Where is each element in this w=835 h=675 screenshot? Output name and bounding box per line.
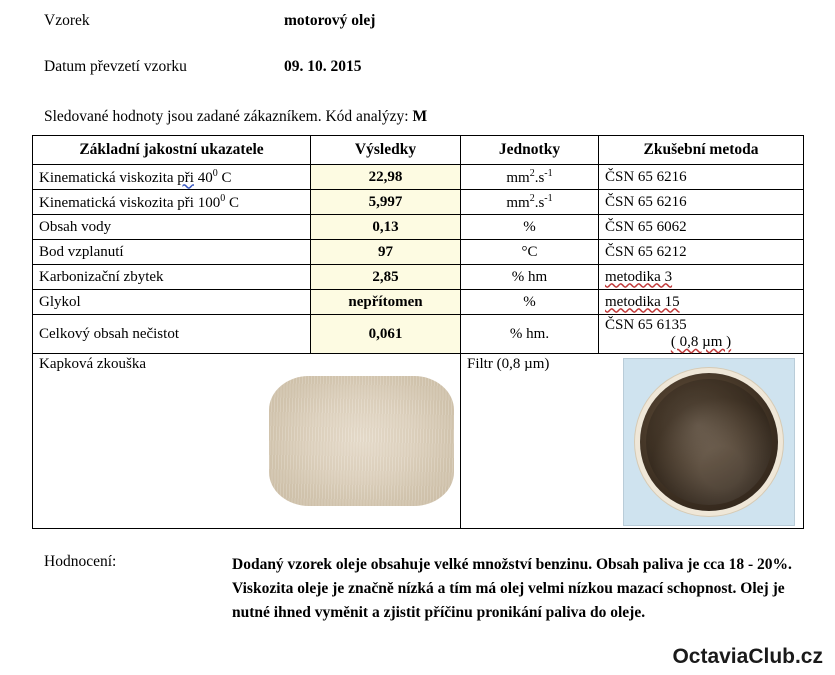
row-name-text: Kinematická viskozita při 100 (39, 194, 221, 211)
row-unit: % hm. (461, 315, 599, 354)
filter-label: Filtr (0,8 µm) (467, 356, 550, 372)
row-unit-main: mm (506, 169, 530, 186)
evaluation-label: Hodnocení: (44, 553, 117, 570)
row-method: ČSN 65 6212 (599, 240, 804, 265)
row-unit: °C (461, 240, 599, 265)
analysis-note (44, 108, 835, 126)
row-name-flagged-word: při (177, 169, 194, 186)
row-unit (461, 165, 599, 190)
row-unit: % hm (461, 265, 599, 290)
row-value: 97 (311, 240, 461, 265)
row-value: 22,98 (311, 165, 461, 190)
sample-value: motorový olej (284, 12, 376, 29)
row-value: 2,85 (311, 265, 461, 290)
table-row (33, 315, 804, 354)
row-unit-mid: .s (534, 194, 545, 211)
table-header-row (33, 136, 804, 165)
row-value: 5,997 (311, 190, 461, 215)
date-value: 09. 10. 2015 (284, 58, 362, 75)
row-name-text-3: C (217, 169, 232, 186)
row-method: ČSN 65 6062 (599, 215, 804, 240)
date-label: Datum převzetí vzorku (44, 58, 187, 75)
column-header-results: Výsledky (311, 136, 461, 165)
row-unit-mid: .s (534, 169, 545, 186)
row-name (33, 190, 311, 215)
row-name-text-2: 40 (193, 169, 213, 186)
analysis-code: M (412, 108, 428, 125)
row-name (33, 165, 311, 190)
row-method-text: metodika 3 (605, 268, 673, 285)
row-method-line1: ČSN 65 6135 (605, 317, 687, 333)
column-header-method: Zkušební metoda (599, 136, 804, 165)
row-value: nepřítomen (311, 290, 461, 315)
evaluation-text: Dodaný vzorek oleje obsahuje velké množství benzinu. Obsah paliva je cca 18 - 20%. Viskozita oleje je značně nízká a tím má olej velmi nízkou mazací schopnost. Olej je nutné ihned vyměnit a zjistit příčinu pronikání paliva do oleje. (232, 556, 792, 622)
evaluation-section (44, 553, 835, 625)
row-method (599, 265, 804, 290)
row-name-superscript: 0 (212, 167, 218, 179)
row-method (599, 290, 804, 315)
table-row (33, 215, 804, 240)
row-name-superscript: 0 (220, 192, 226, 204)
row-unit-sup2: -1 (544, 192, 553, 204)
date-row (44, 30, 835, 76)
row-method-line2-text: ( 0,8 µm ) (670, 334, 732, 350)
row-unit-sup1: 2 (529, 192, 535, 204)
row-unit-sup2: -1 (544, 167, 553, 179)
row-unit: % (461, 215, 599, 240)
table-row (33, 290, 804, 315)
watermark: OctaviaClub.cz (672, 645, 823, 668)
row-method (599, 315, 804, 354)
drop-test-photo (269, 376, 454, 506)
row-value: 0,061 (311, 315, 461, 354)
column-header-indicator: Základní jakostní ukazatele (33, 136, 311, 165)
table-row (33, 240, 804, 265)
row-name: Celkový obsah nečistot (33, 315, 311, 354)
results-table (32, 135, 804, 529)
row-unit (461, 190, 599, 215)
row-unit-sup1: 2 (529, 167, 535, 179)
row-name: Glykol (33, 290, 311, 315)
row-method: ČSN 65 6216 (599, 165, 804, 190)
table-row (33, 165, 804, 190)
analysis-note-text: Sledované hodnoty jsou zadané zákazníkem. Kód analýzy: (44, 108, 413, 125)
row-method: ČSN 65 6216 (599, 190, 804, 215)
row-name: Bod vzplanutí (33, 240, 311, 265)
row-method-text: metodika 15 (605, 293, 680, 310)
sample-label: Vzorek (44, 12, 90, 29)
table-row-photos (33, 354, 804, 529)
drop-test-label: Kapková zkouška (39, 356, 147, 372)
table-row (33, 190, 804, 215)
row-unit-main: mm (506, 194, 530, 211)
row-name: Obsah vody (33, 215, 311, 240)
filter-disc (640, 373, 778, 511)
column-header-units: Jednotky (461, 136, 599, 165)
row-unit: % (461, 290, 599, 315)
filter-cell (461, 354, 804, 529)
filter-photo (623, 358, 795, 526)
row-name-text: Kinematická viskozita (39, 169, 178, 186)
row-value: 0,13 (311, 215, 461, 240)
row-method-line2 (605, 334, 797, 351)
sample-row (44, 0, 835, 30)
drop-test-cell (33, 354, 461, 529)
table-row (33, 265, 804, 290)
row-name: Karbonizační zbytek (33, 265, 311, 290)
row-name-text-3: C (225, 194, 239, 211)
